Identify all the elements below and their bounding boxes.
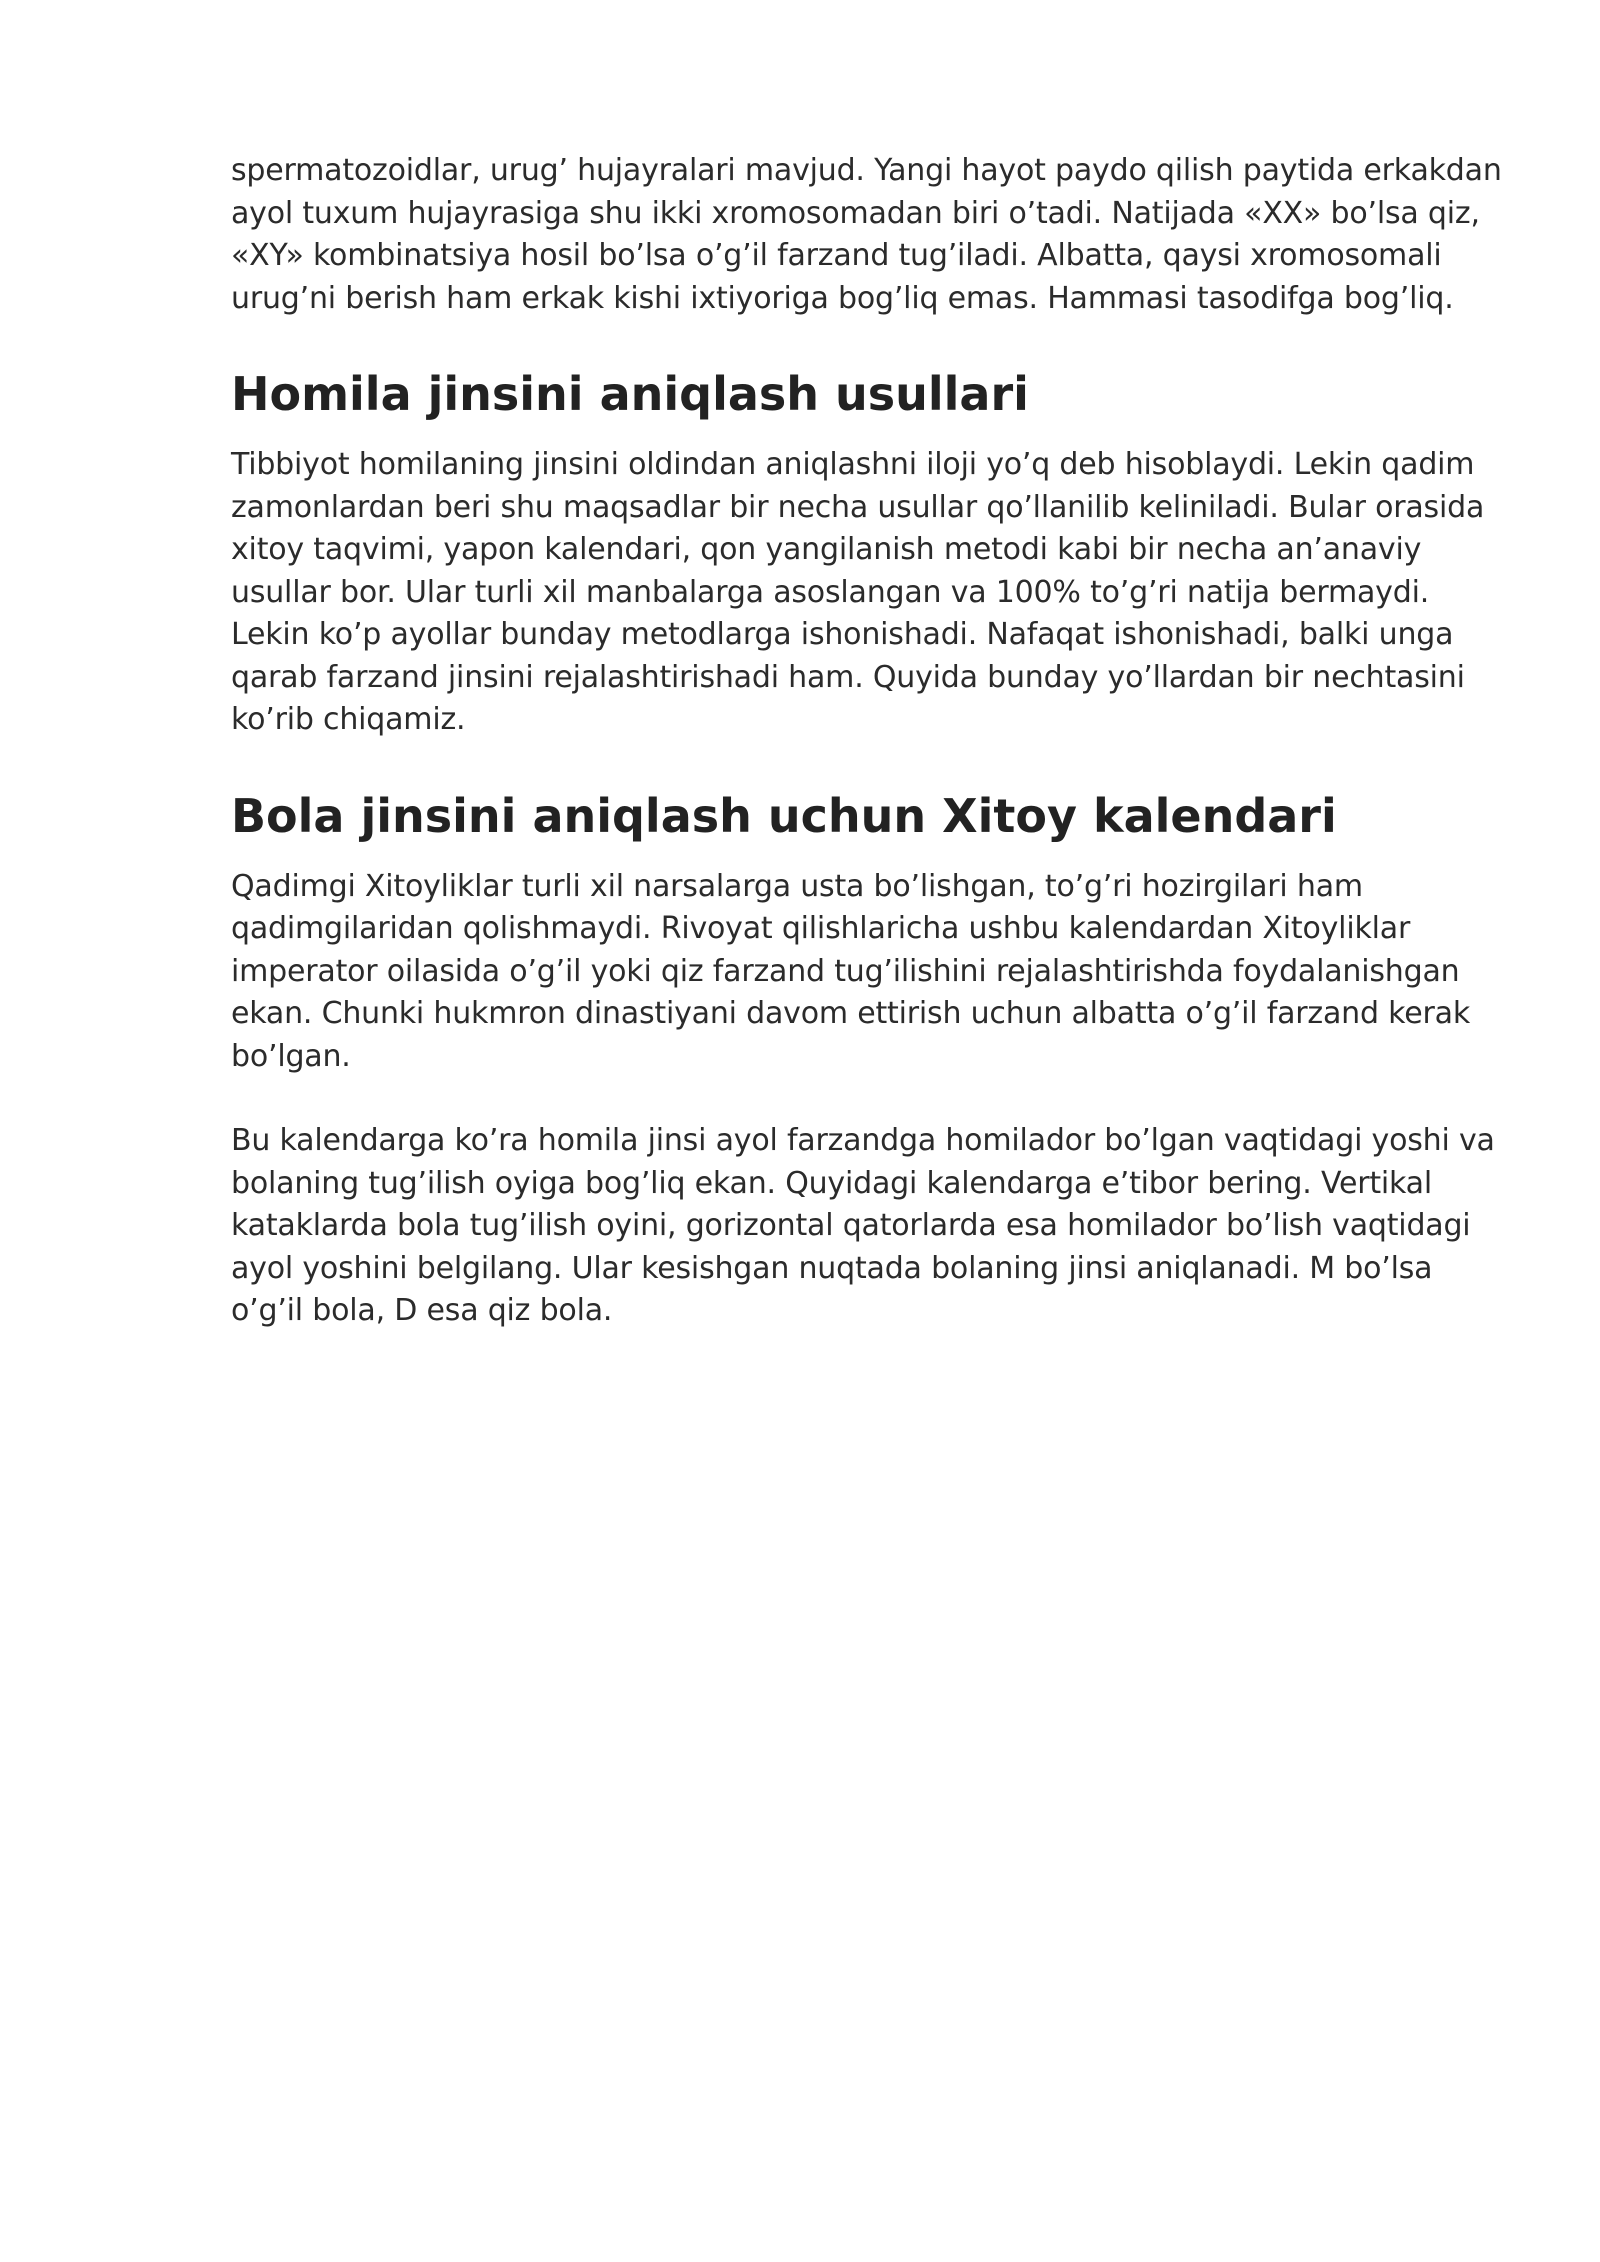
section-heading-xitoy-kalendari: Bola jinsini aniqlash uchun Xitoy kalendari [231,788,1337,843]
section-heading-homila-jinsini-aniqlash: Homila jinsini aniqlash usullari [231,367,1029,421]
body-paragraph-1: spermatozoidlar, urug’ hujayralari mavjud. Yangi hayot paydo qilish paytida erkakdan ayol tuxum hujayrasiga shu ikki xromosomadan biri o’tadi. Natijada «XX» bo’lsa qiz, «XY» kombinatsiya hosil bo’lsa o’g’il farzand tug’iladi. Albatta, qaysi xromosomali urug’ni berish ham erkak kishi ixtiyoriga bog’liq emas. Hammasi tasodifga bog’liq. [231,153,1502,316]
body-paragraph-2: Tibbiyot homilaning jinsini oldindan aniqlashni iloji yo’q deb hisoblaydi. Lekin qadim zamonlardan beri shu maqsadlar bir necha usullar qo’llanilib keliniladi. Bular orasida xitoy taqvimi, yapon kalendari, qon yangilanish metodi kabi bir necha an’anaviy usullar bor. Ular turli xil manbalarga asoslangan va 100% to’g’ri natija bermaydi. Lekin ko’p ayollar bunday metodlarga ishonishadi. Nafaqat ishonishadi, balki unga qarab farzand jinsini rejalashtirishadi ham. Quyida bunday yo’llardan bir nechtasini ko’rib chiqamiz. [231,447,1485,737]
document-page [231,150,1511,1333]
body-paragraph-3: Qadimgi Xitoyliklar turli xil narsalarga usta bo’lishgan, to’g’ri hozirgilari ham qadimgilaridan qolishmaydi. Rivoyat qilishlaricha ushbu kalendardan Xitoyliklar imperator oilasida o’g’il yoki qiz farzand tug’ilishini rejalashtirishda foydalanishgan ekan. Chunki hukmron dinastiyani davom ettirish uchun albatta o’g’il farzand kerak bo’lgan. [231,868,1471,1074]
body-paragraph-4: Bu kalendarga ko’ra homila jinsi ayol farzandga homilador bo’lgan vaqtidagi yoshi va bolaning tug’ilish oyiga bog’liq ekan. Quyidagi kalendarga e’tibor bering. Vertikal kataklarda bola tug’ilish oyini, gorizontal qatorlarda esa homilador bo’lish vaqtidagi ayol yoshini belgilang. Ular kesishgan nuqtada bolaning jinsi aniqlanadi. M bo’lsa o’g’il bola, D esa qiz bola. [231,1123,1495,1328]
